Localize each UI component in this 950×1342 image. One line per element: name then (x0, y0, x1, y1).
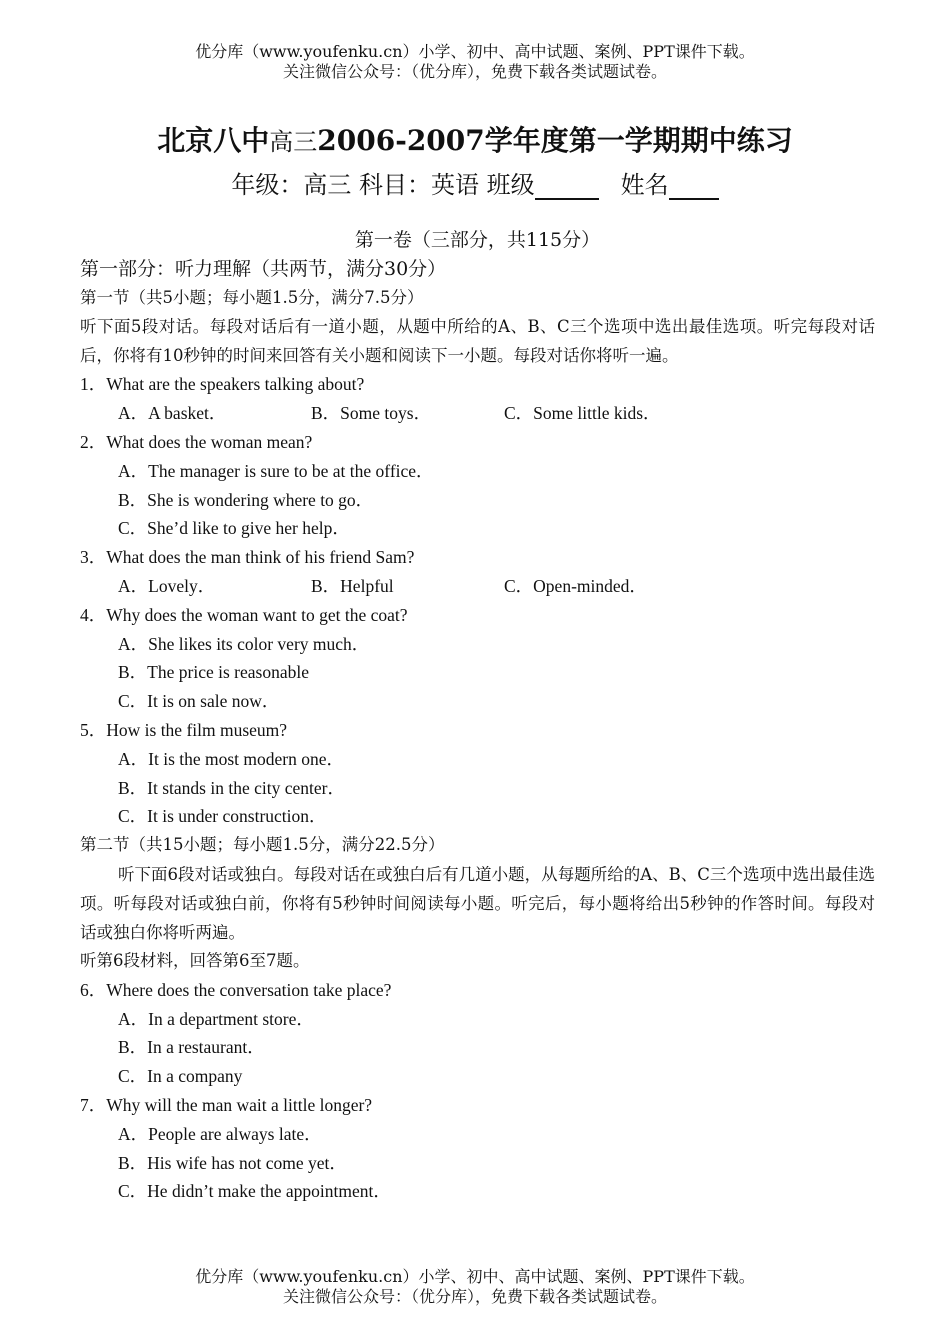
material-note: 听第6段材料，回答第6至7题。 (80, 950, 310, 970)
question-4: 4．Why does the woman want to get the coat? (80, 604, 408, 625)
option-a: A．People are always late． (118, 1123, 322, 1144)
option-a: A．The manager is sure to be at the office． (118, 460, 434, 481)
question-1: 1．What are the speakers talking about? (80, 374, 365, 395)
option-b: B．His wife has not come yet． (118, 1152, 347, 1173)
option-c: C．In a company (118, 1066, 243, 1087)
section2-instructions: 听下面6段对话或独白。每段对话在或独白后有几道小题，从每题所给的A、B、C三个选项中选出最佳选项。听每段对话或独白前，你将有5秒钟时间阅读每小题。听完后，每小题将给出5秒钟的作答时间。每段对话或独白你将听两遍。 (80, 864, 875, 942)
question-6: 6．Where does the conversation take place? (80, 979, 392, 1000)
volume-heading: 第一卷（三部分，共115分） (354, 229, 601, 251)
page-title (0, 119, 950, 159)
option-c: C．She’d like to give her help． (118, 518, 350, 539)
option-c: C．It is under construction． (118, 806, 327, 827)
option-b: B．She is wondering where to go． (118, 489, 374, 510)
footer-line-2: 关注微信公众号：（优分库），免费下载各类试题试卷。 (282, 1287, 667, 1306)
section1-heading: 第一节（共5小题；每小题1.5分，满分7.5分） (80, 287, 424, 307)
name-label: 姓名 (620, 171, 669, 199)
option-a: A．In a department store． (118, 1008, 314, 1029)
exam-info-text: 年级：高三 科目：英语 班级 (231, 171, 535, 199)
option-b: B．Helpful (311, 575, 394, 596)
exam-content (80, 226, 875, 1206)
option-c: C．Some little kids． (504, 403, 661, 424)
title-grade: 高三 (269, 128, 318, 156)
option-b: B．In a restaurant． (118, 1037, 265, 1058)
exam-info (0, 165, 950, 200)
question-1-options (80, 399, 875, 428)
class-blank[interactable] (535, 174, 599, 200)
option-a: A．Lovely． (118, 575, 216, 596)
option-b: B．Some toys． (311, 403, 432, 424)
section1-instructions: 听下面5段对话。每段对话后有一道小题，从题中所给的A、B、C三个选项中选出最佳选项。听完每段对话后，你将有10秒钟的时间来回答有关小题和阅读下一小题。每段对话你将听一遍。 (80, 317, 875, 366)
title-term: 2006-2007学年度第一学期期中练习 (317, 124, 793, 157)
question-2: 2．What does the woman mean? (80, 431, 313, 452)
question-7: 7．Why will the man wait a little longer? (80, 1094, 373, 1115)
question-5: 5．How is the film museum? (80, 719, 288, 740)
option-a: A．A basket． (118, 403, 227, 424)
option-b: B．It stands in the city center． (118, 777, 345, 798)
option-c: C．He didn’t make the appointment． (118, 1181, 391, 1202)
option-c: C．Open-minded． (504, 575, 647, 596)
footer-line-1: 优分库（www.youfenku.cn）小学、初中、高中试题、案例、PPT课件下载。 (195, 1267, 755, 1286)
option-a: A．It is the most modern one． (118, 748, 345, 769)
section2-heading: 第二节（共15小题；每小题1.5分，满分22.5分） (80, 835, 445, 855)
page-header (0, 42, 950, 82)
option-c: C．It is on sale now． (118, 691, 280, 712)
part-heading: 第一部分：听力理解（共两节，满分30分） (80, 257, 447, 280)
question-3: 3．What does the man think of his friend Sam? (80, 547, 415, 568)
header-line-1: 优分库（www.youfenku.cn）小学、初中、高中试题、案例、PPT课件下载。 (195, 42, 755, 61)
header-line-2: 关注微信公众号：（优分库），免费下载各类试题试卷。 (282, 62, 667, 81)
option-a: A．She likes its color very much． (118, 633, 370, 654)
page-footer (0, 1267, 950, 1307)
title-school: 北京八中 (157, 124, 270, 157)
name-blank[interactable] (669, 174, 719, 200)
question-3-options (80, 572, 875, 601)
option-b: B．The price is reasonable (118, 662, 309, 683)
